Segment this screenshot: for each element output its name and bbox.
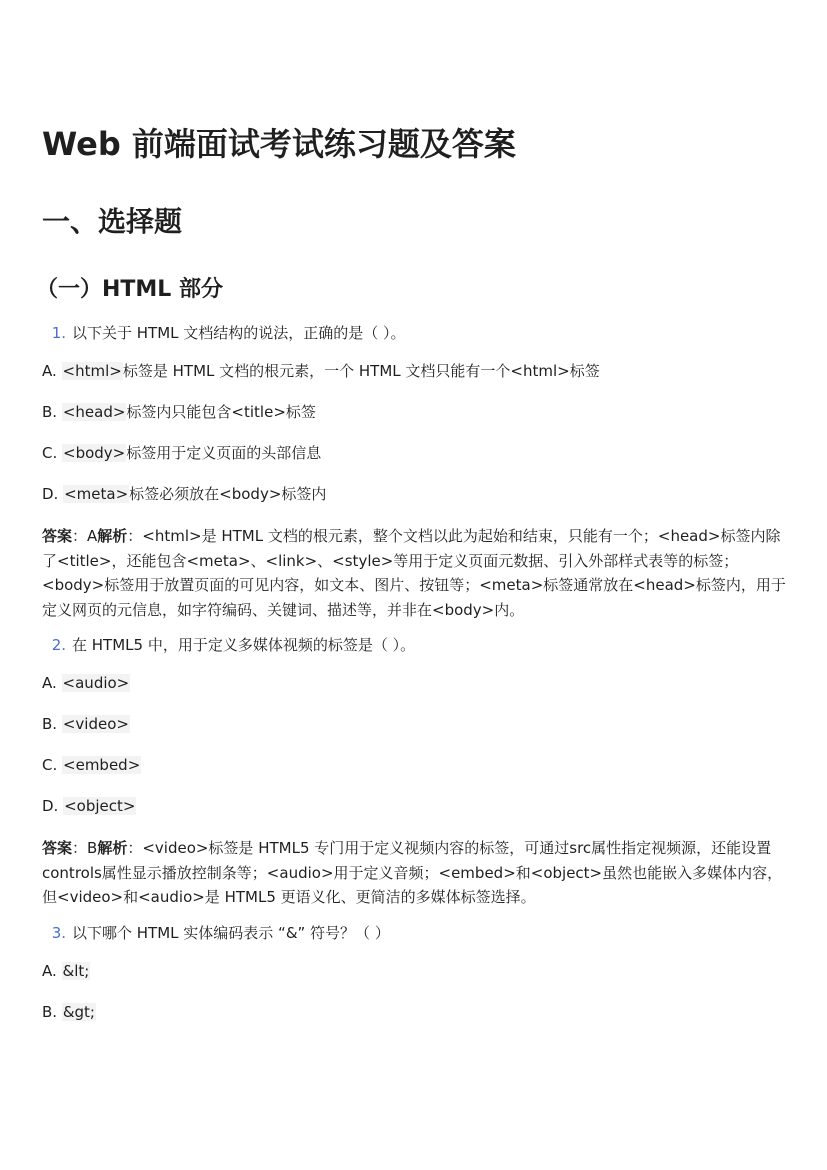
code-tag: <html> — [62, 362, 122, 380]
question-number: 1. — [51, 324, 66, 342]
question-text: 以下关于 HTML 文档结构的说法，正确的是（ ）。 — [72, 324, 406, 342]
code-tag: <object> — [64, 797, 136, 815]
option-a: A. <audio> — [42, 674, 130, 692]
question-text: 以下哪个 HTML 实体编码表示 “&” 符号？（ ） — [72, 923, 390, 942]
answer-label: 答案 — [42, 839, 73, 857]
answer-block — [42, 836, 787, 910]
option-b: B. &gt; — [42, 1002, 95, 1021]
option-c: C. <body>标签用于定义页面的头部信息 — [42, 444, 322, 462]
analysis-label: 解析 — [97, 839, 128, 857]
code-tag: <body> — [63, 444, 126, 462]
analysis-text: ：<html>是 HTML 文档的根元素，整个文档以此为起始和结束，只能有一个；<head>标签内除了<title>，还能包含<meta>、<link>、<style>等用于定义页面元数据、引入外部样式表等的标签；<body>标签用于放置页面的可见内容，如文本、图片、按钮等；<meta>标签通常放在<head>标签内，用于定义网页的元信息，如字符编码、关键词、描述等，并非在<body>内。 — [42, 527, 786, 619]
answer-value: ：A — [72, 527, 98, 545]
answer-value: ：B — [72, 839, 98, 857]
option-a: A. &lt; — [42, 961, 90, 980]
code-tag: <meta> — [64, 485, 129, 503]
code-tag: &lt; — [62, 961, 90, 980]
option-b: B. <head>标签内只能包含<title>标签 — [42, 403, 316, 421]
question-number: 2. — [51, 636, 66, 654]
option-a: A. <html>标签是 HTML 文档的根元素，一个 HTML 文档只能有一个<html>标签 — [42, 362, 600, 380]
document-body — [36, 118, 787, 1024]
option-d: D. <meta>标签必须放在<body>标签内 — [42, 485, 327, 503]
code-tag: &gt; — [62, 1002, 95, 1021]
option-b: B. <video> — [42, 715, 129, 733]
code-tag: <audio> — [62, 674, 130, 692]
analysis-text: ：<video>标签是 HTML5 专门用于定义视频内容的标签，可通过src属性指定视频源，还能设置controls属性显示播放控制条等；<audio>用于定义音频；<embed>和<object>虽然也能嵌入多媒体内容，但<video>和<audio>是 HTML5 更语义化、更简洁的多媒体标签选择。 — [42, 839, 783, 906]
code-tag: <embed> — [63, 756, 141, 774]
option-c: C. <embed> — [42, 756, 141, 774]
question-text: 在 HTML5 中，用于定义多媒体视频的标签是（ ）。 — [72, 636, 416, 654]
subsection-heading: （一）HTML 部分 — [36, 277, 223, 302]
question-number: 3. — [51, 923, 66, 942]
question-3 — [42, 921, 787, 945]
analysis-label: 解析 — [97, 527, 128, 545]
option-d: D. <object> — [42, 797, 136, 815]
code-tag: <video> — [62, 715, 129, 733]
question-2 — [42, 633, 787, 657]
question-1 — [42, 321, 787, 345]
section-heading: 一、选择题 — [42, 205, 183, 238]
answer-label: 答案 — [42, 527, 73, 545]
document-title: Web 前端面试考试练习题及答案 — [42, 125, 516, 163]
code-tag: <head> — [62, 403, 126, 421]
answer-block — [42, 524, 787, 622]
